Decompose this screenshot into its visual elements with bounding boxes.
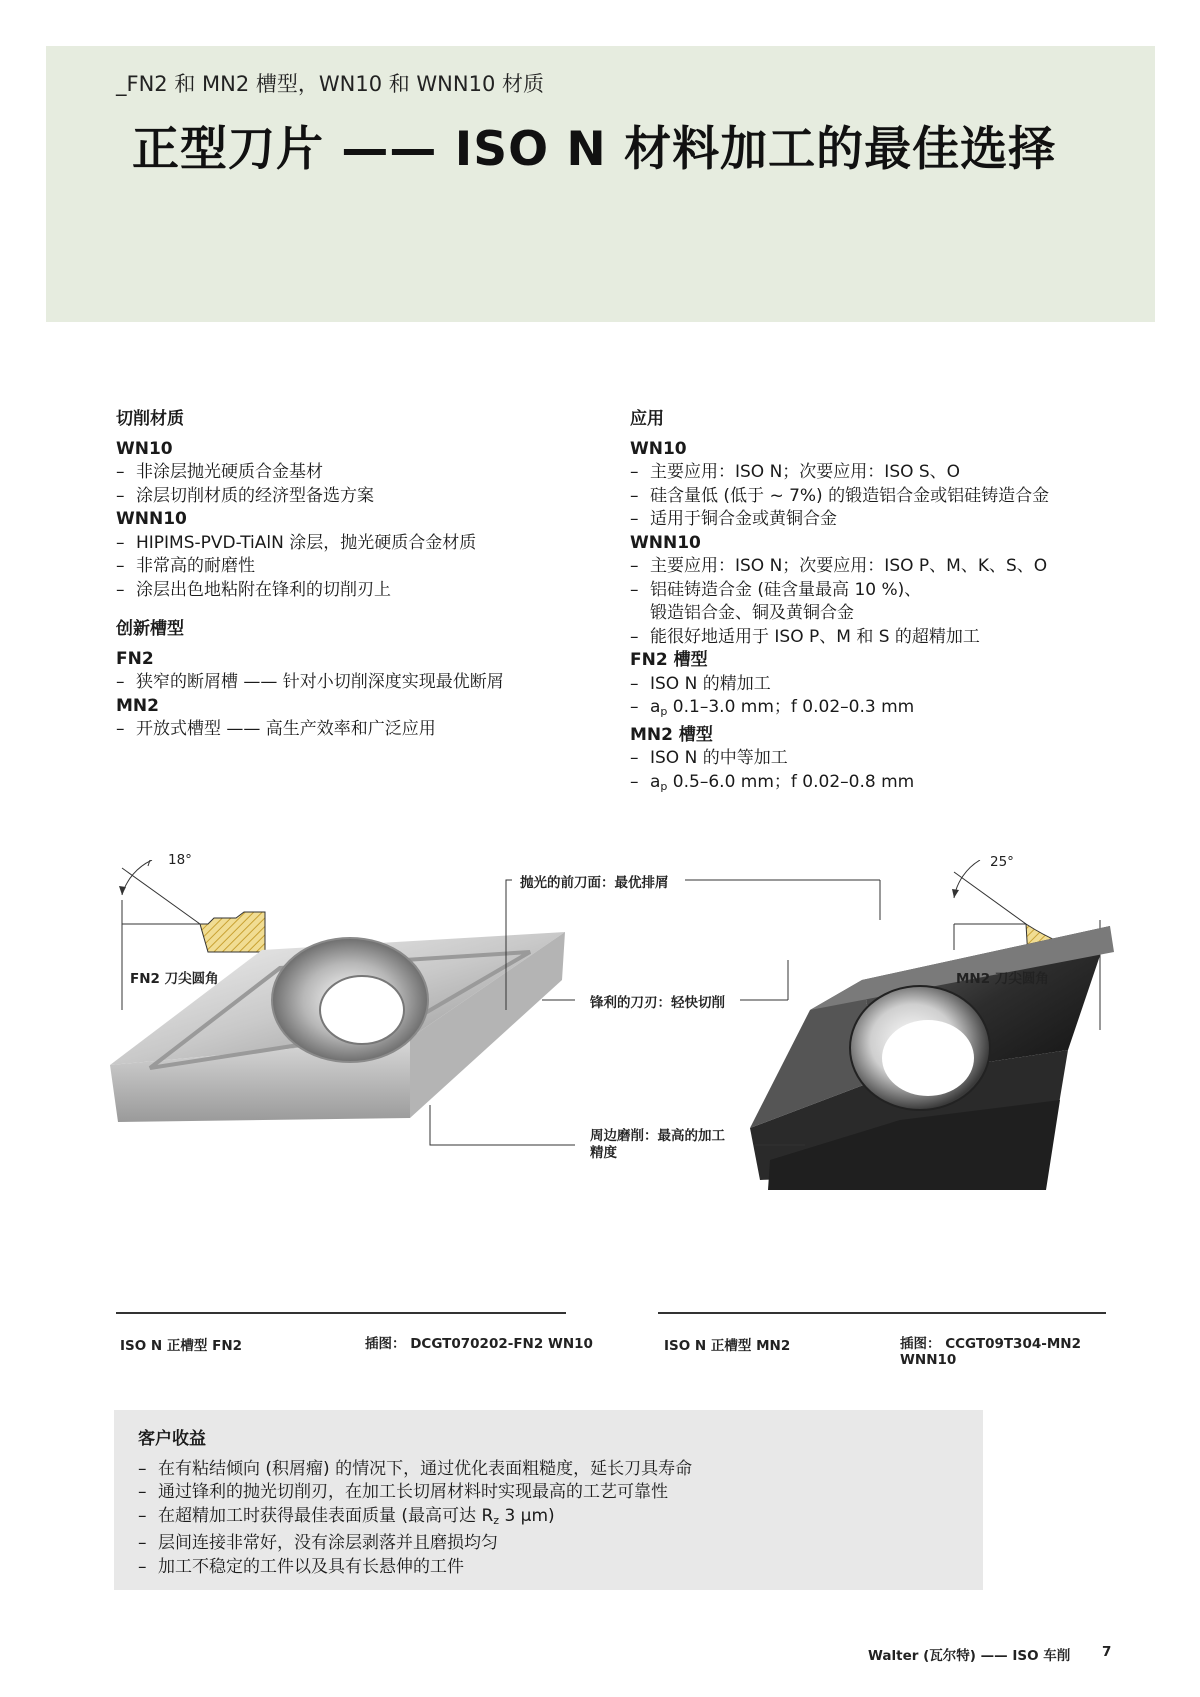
- list-item: – 通过锋利的抛光切削刃，在加工长切屑材料时实现最高的工艺可靠性: [138, 1482, 668, 1502]
- list-item: – 在超精加工时获得最佳表面质量 (最高可达 $R_z$ 3 µm): [138, 1505, 555, 1527]
- mn2-insert: [750, 926, 1114, 1190]
- footer-text: Walter (瓦尔特) —— ISO 车削: [868, 1648, 1071, 1664]
- list-item: – 涂层切削材质的经济型备选方案: [116, 485, 374, 506]
- wn10-app-title: WN10: [630, 438, 687, 459]
- wn10-title: WN10: [116, 438, 173, 459]
- angle-fn2-label: 18°: [168, 852, 192, 868]
- mn2-groove-title: MN2 槽型: [630, 724, 713, 745]
- list-item: – 狭窄的断屑槽 —— 针对小切削深度实现最优断屑: [116, 672, 504, 692]
- angle-mn2-label: 25°: [990, 854, 1014, 870]
- application-title: 应用: [630, 409, 664, 429]
- page-number: 7: [1102, 1644, 1112, 1660]
- mn2-corner-label: MN2 刀尖圆角: [956, 971, 1049, 987]
- list-item: – 主要应用：ISO N；次要应用：ISO P、M、K、S、O: [630, 556, 1048, 576]
- list-item: – ISO N 的精加工: [630, 673, 771, 694]
- list-item: – 硅含量低 (低于 ~ 7%) 的锻造铝合金或铝硅铸造合金: [630, 485, 1050, 506]
- wnn10-title: WNN10: [116, 509, 187, 529]
- caption-line-right: [658, 1312, 1106, 1314]
- page-title: 正型刀片 —— ISO N 材料加工的最佳选择: [132, 122, 1057, 177]
- caption-right: ISO N 正槽型 MN2: [664, 1338, 791, 1354]
- list-item: – 非常高的耐磨性: [116, 556, 255, 576]
- mn2-title: MN2: [116, 695, 159, 716]
- list-item: – 层间连接非常好，没有涂层剥落并且磨损均匀: [138, 1533, 498, 1553]
- fn2-insert: [110, 932, 565, 1122]
- fn2-groove-title: FN2 槽型: [630, 650, 708, 670]
- list-item: – 铝硅铸造合金 (硅含量最高 10 %)、 锻造铝合金、铜及黄铜合金: [630, 579, 922, 623]
- wnn10-app-title: WNN10: [630, 532, 701, 553]
- insert-illustrations: [110, 860, 1120, 1360]
- caption-line-left: [116, 1312, 566, 1314]
- fn2-corner-label: FN2 刀尖圆角: [130, 971, 219, 987]
- innovation-title: 创新槽型: [116, 619, 184, 639]
- customer-benefits-box: [114, 1410, 983, 1590]
- caption-right-ref: 插图： CCGT09T304-MN2 WNN10: [900, 1336, 1081, 1368]
- list-item: – $a_p$ 0.1–3.0 mm；f 0.02–0.3 mm: [630, 697, 915, 718]
- caption-left: ISO N 正槽型 FN2: [120, 1338, 243, 1354]
- left-column: [116, 408, 586, 742]
- list-item: – 在有粘结倾向 (积屑瘤) 的情况下，通过优化表面粗糙度，延长刀具寿命: [138, 1458, 693, 1479]
- right-column: [630, 408, 1150, 798]
- list-item: – 主要应用：ISO N；次要应用：ISO S、O: [630, 462, 961, 482]
- cutting-material-title: 切削材质: [116, 409, 184, 429]
- list-item: – HIPIMS-PVD-TiAlN 涂层，抛光硬质合金材质: [116, 532, 477, 553]
- fn2-title: FN2: [116, 648, 154, 669]
- list-item: – 开放式槽型 —— 高生产效率和广泛应用: [116, 719, 436, 739]
- insert-figure: [110, 852, 1120, 1368]
- caption-left-ref: 插图： DCGT070202-FN2 WN10: [365, 1336, 593, 1352]
- callout-rake-face: 抛光的前刀面：最优排屑: [520, 875, 669, 891]
- list-item: – $a_p$ 0.5–6.0 mm；f 0.02–0.8 mm: [630, 771, 915, 793]
- list-item: – 非涂层抛光硬质合金基材: [116, 462, 323, 482]
- list-item: – ISO N 的中等加工: [630, 748, 788, 768]
- benefits-title: 客户收益: [138, 1429, 206, 1449]
- kicker: _FN2 和 MN2 槽型，WN10 和 WNN10 材质: [116, 72, 544, 96]
- list-item: – 适用于铜合金或黄铜合金: [630, 509, 837, 529]
- callout-ground-periphery: 周边磨削：最高的加工 精度: [590, 1128, 725, 1161]
- list-item: – 加工不稳定的工件以及具有长悬伸的工件: [138, 1556, 464, 1577]
- list-item: – 涂层出色地粘附在锋利的切削刃上: [116, 579, 391, 600]
- callout-sharp-edge: 锋利的刀刃：轻快切削: [590, 995, 725, 1011]
- list-item: – 能很好地适用于 ISO P、M 和 S 的超精加工: [630, 626, 980, 647]
